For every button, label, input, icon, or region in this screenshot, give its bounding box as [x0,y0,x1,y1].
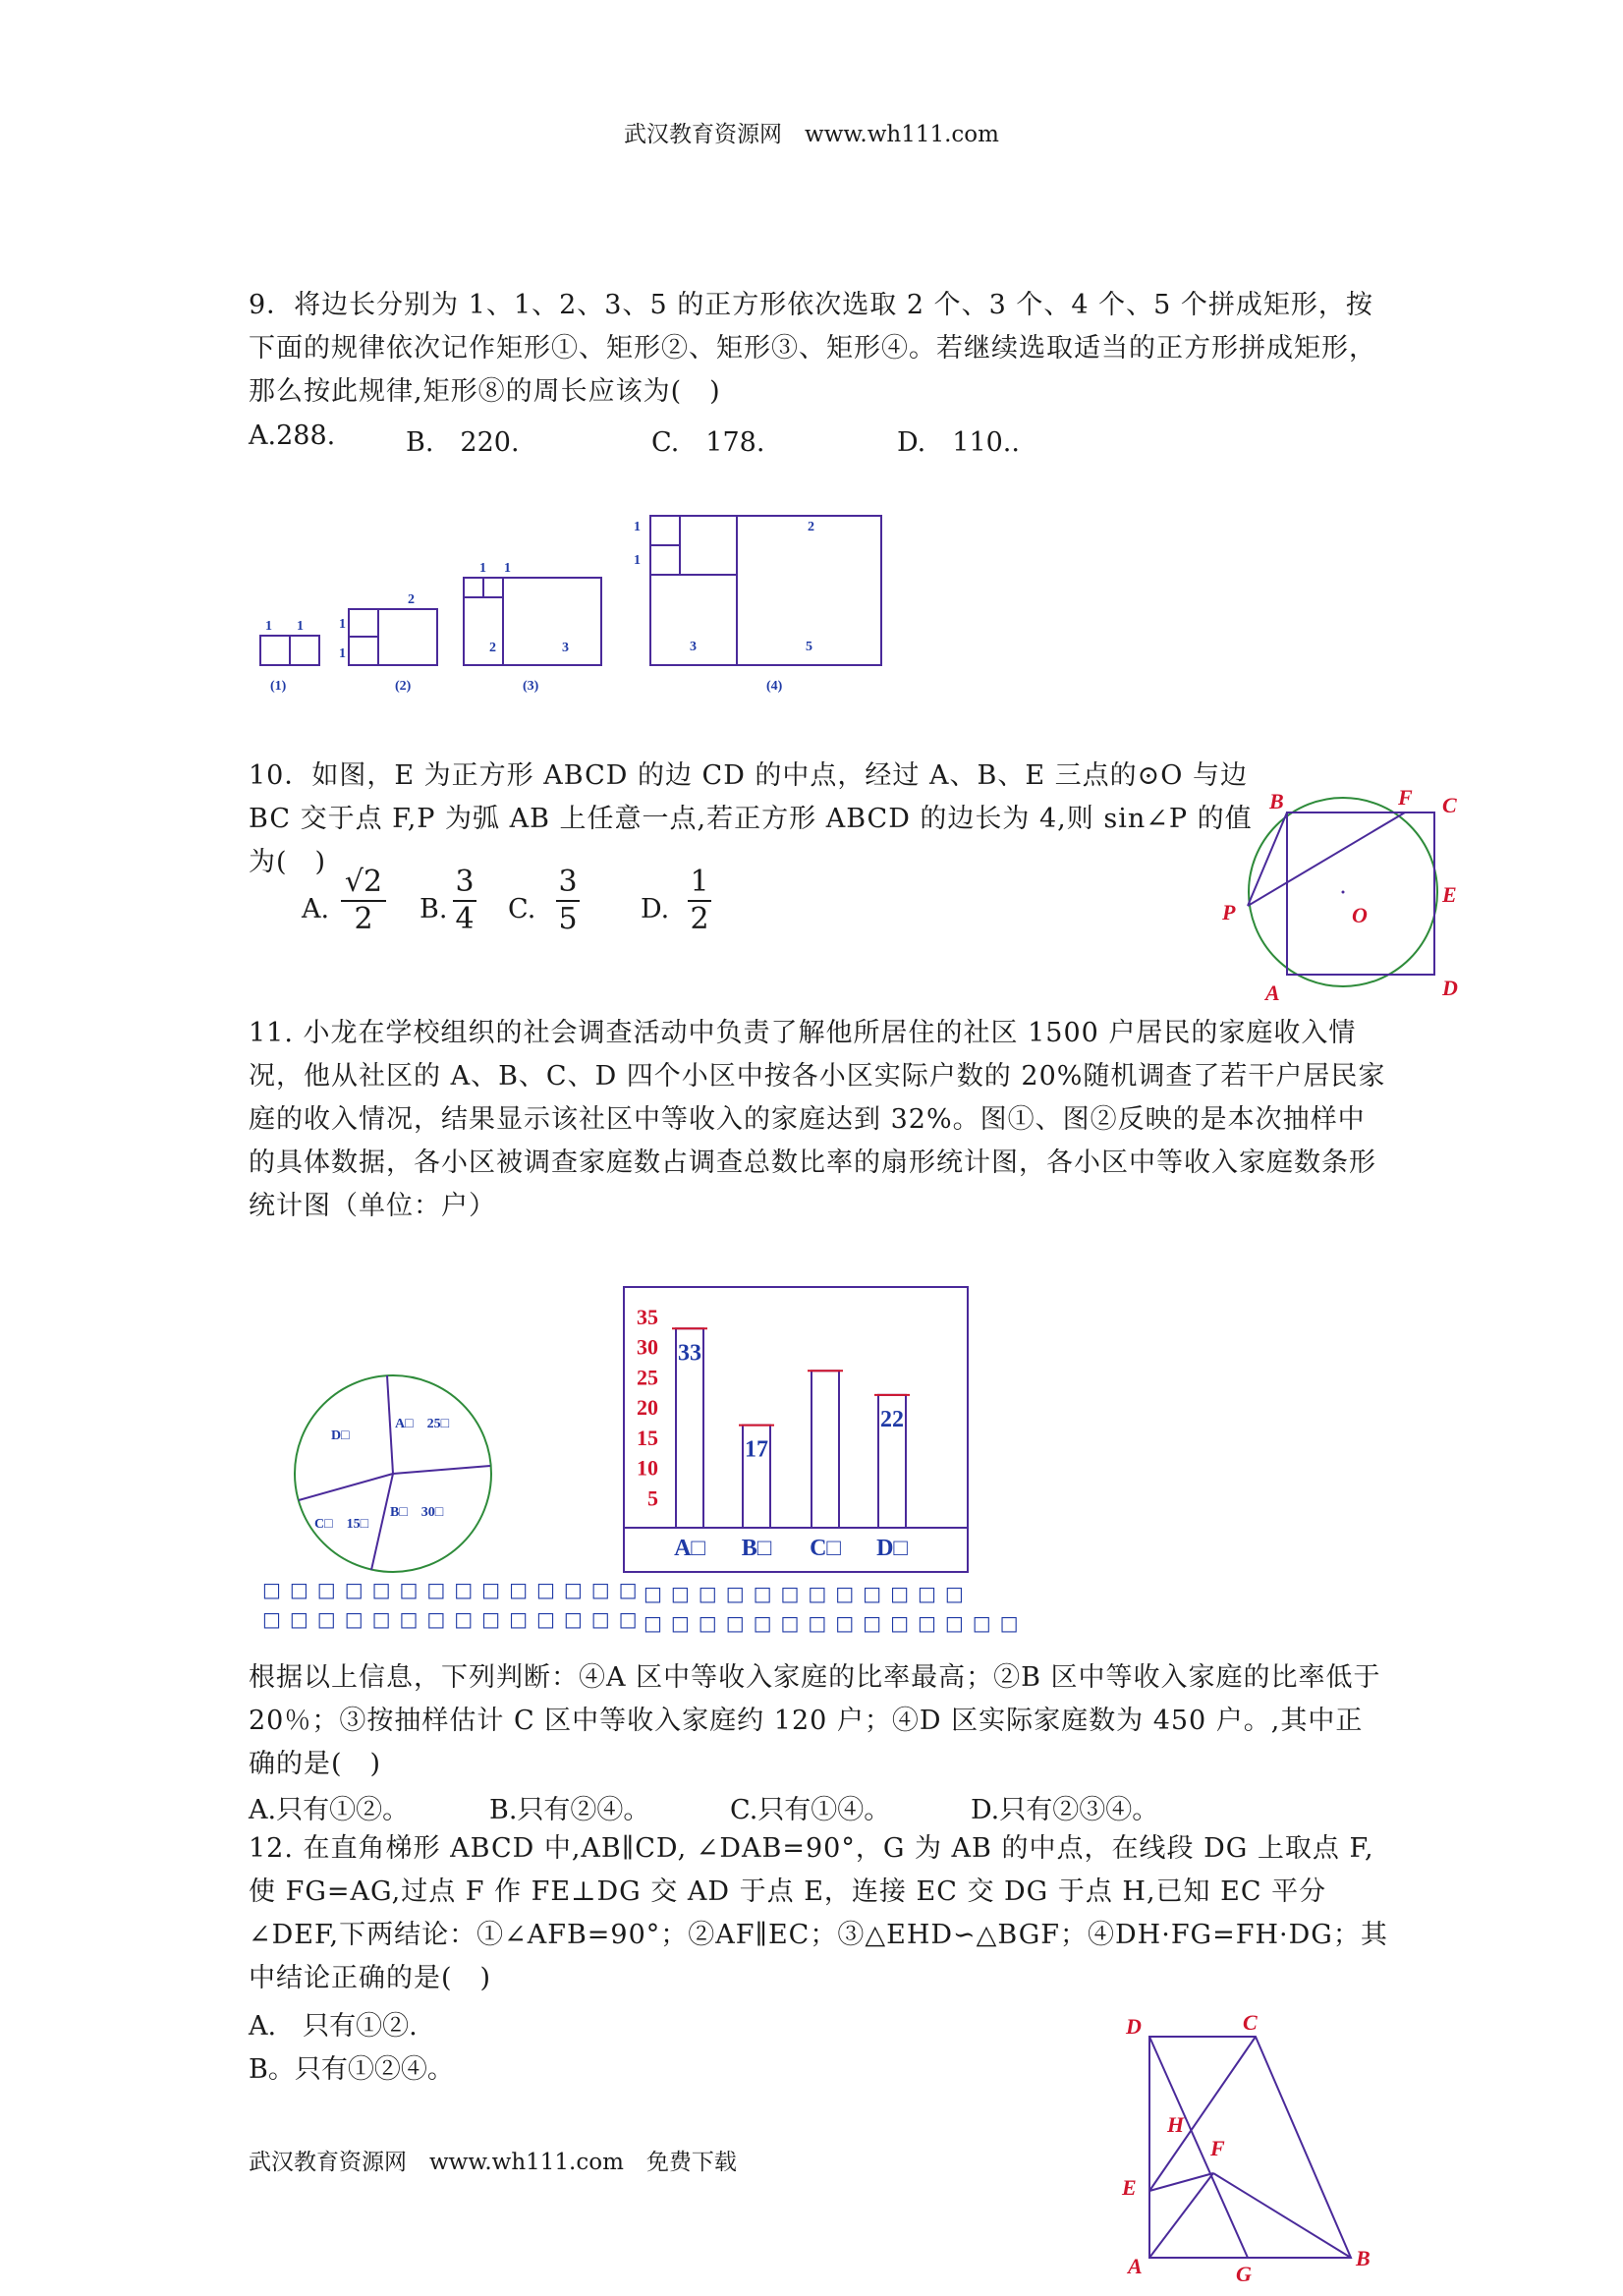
q9-rect-4a [650,516,680,545]
q9-label: 1 [297,619,304,634]
pie-divider [371,1474,393,1570]
fraction-denominator: 5 [558,902,578,936]
q9-label: 2 [489,641,496,655]
pie-caption-line-2: □□□□□□□□□□□□□□ [262,1607,646,1631]
y-tick-label: 35 [637,1305,658,1329]
q10-option-c-fraction [556,865,580,937]
point-label-p: P [1222,900,1236,924]
q11-bar-chart [619,1282,973,1577]
q9-rect-1 [260,636,290,665]
point-label-a: A [1128,2254,1143,2278]
q10-option-d-label: D. [641,894,670,924]
point-label-f: F [1210,2136,1225,2160]
point-label-o: O [1352,903,1368,927]
q9-rect-1b [290,636,319,665]
fraction-numerator: 3 [455,865,475,899]
q11-option-c: C.只有①④。 [730,1795,891,1825]
x-category-label: C□ [810,1536,841,1561]
q9-label: 1 [479,561,486,576]
q9-rect-2b [349,637,378,665]
q9-label: 3 [562,641,569,655]
point-label-g: G [1236,2262,1252,2284]
x-category-label: D□ [876,1536,908,1561]
pie-label-a: A□ 25□ [395,1417,450,1431]
page-footer: 武汉教育资源网 www.wh111.com 免费下载 [249,2150,737,2175]
q9-option-b: B. 220. [406,427,520,458]
q10-option-d-fraction [688,865,711,937]
fraction-denominator: 2 [354,902,373,936]
fraction-numerator: 3 [558,865,578,899]
q9-rect-2a [349,609,378,637]
q9-rect-3b [483,578,503,597]
bar-caption-line-1: □□□□□□□□□□□□ [644,1582,973,1605]
point-label-b: B [1269,789,1284,813]
bar-caption-line-2: □□□□□□□□□□□□□□ [644,1611,1028,1635]
q10-option-b-fraction [453,865,476,937]
y-tick-label: 15 [637,1425,658,1450]
q9-caption: (4) [766,679,783,694]
q9-option-d: D. 110.. [897,427,1020,458]
question-10-text: 10．如图，E 为正方形 ABCD 的边 CD 的中点，经过 A、B、E 三点的⊙O 与边 BC 交于点 F,P 为弧 AB 上任意一点,若正方形 ABCD 的边长为 4,则 sin∠P 的值为( ) [249,760,1253,877]
fraction-denominator: 2 [690,902,709,936]
fraction-numerator: √2 [344,865,383,899]
q9-label: 1 [339,617,346,632]
point-label-c: C [1243,2010,1258,2035]
y-tick-label: 10 [637,1455,658,1481]
q10-option-a-label: A. [302,894,330,924]
q12-option-b: B。只有①②④。 [249,2054,454,2085]
y-tick-label: 25 [637,1365,658,1390]
q9-label: 3 [690,640,697,654]
question-9-text: 9．将边长分别为 1、1、2、3、5 的正方形依次选取 2 个、3 个、4 个、5 个拼成矩形，按下面的规律依次记作矩形①、矩形②、矩形③、矩形④。若继续选取适当的正方形拼成矩形，那么按此规律,矩形⑧的周长应该为( ) [249,290,1376,407]
fraction-denominator: 4 [455,902,475,936]
point-label-h: H [1167,2112,1185,2137]
q9-label: 2 [808,520,814,534]
q12-option-a: A. 只有①②. [249,2011,418,2042]
pie-divider [393,1466,490,1474]
q9-rect-3c [464,597,503,665]
pie-divider [387,1375,393,1474]
x-category-label: B□ [741,1536,772,1561]
q9-label: 1 [634,520,641,534]
bar-data-label: 17 [745,1436,768,1463]
bar-data-label: 33 [678,1340,701,1367]
pie-label-d: D□ [331,1428,350,1443]
y-tick-label: 20 [637,1395,658,1421]
segment-pf [1248,812,1405,906]
q9-rect-4b [650,545,680,575]
q11-option-d: D.只有②③④。 [971,1795,1159,1825]
q9-rect-2c [378,609,437,665]
segment-ec [1149,2037,1256,2191]
x-category-label: A□ [674,1536,705,1561]
pie-divider [299,1474,393,1500]
q9-label: 1 [265,619,272,634]
q9-rect-4c [680,516,737,575]
bar [812,1371,839,1528]
point-label-e: E [1122,2175,1137,2200]
point-label-d: D [1442,976,1458,1000]
q10-option-b-label: B. [420,894,448,924]
q10-option-c-label: C. [508,894,536,924]
q9-option-a: A.288. [249,420,336,451]
y-tick-label: 5 [647,1485,658,1511]
square-abcd [1287,812,1434,975]
segment-af [1149,2173,1213,2258]
fraction-numerator: 1 [690,865,709,899]
point-label-f: F [1398,785,1413,810]
point-label-e: E [1442,882,1457,907]
q11-judgement-text: 根据以上信息，下列判断：④A 区中等收入家庭的比率最高；②B 区中等收入家庭的比率低于 20％；③按抽样估计 C 区中等收入家庭约 120 户；④D 区实际家庭数为 450 户。,其中正确的是( ) [249,1662,1381,1779]
center-point [1342,891,1345,894]
q9-label: 5 [806,640,812,654]
q9-rect-3d [503,578,601,665]
question-11-text: 11. 小龙在学校组织的社会调查活动中负责了解他所居住的社区 1500 户居民的家庭收入情况，他从社区的 A、B、C、D 四个小区中按各小区实际户数的 20%随机调查了若干户居民家庭的收入情况，结果显示该社区中等收入的家庭达到 32%。图①、图②反映的是本次抽样中的具体数据，各小区被调查家庭数占调查总数比率的扇形统计图，各小区中等收入家庭数条形统计图（单位：户） [249,1018,1386,1221]
point-label-b: B [1356,2246,1371,2270]
pie-label-c: C□ 15□ [314,1517,369,1532]
pie-label-b: B□ 30□ [390,1505,444,1520]
q10-circle-square-figure [1208,781,1483,1007]
y-tick-label: 30 [637,1334,658,1360]
point-label-a: A [1265,980,1280,1005]
question-12-text: 12. 在直角梯形 ABCD 中,AB∥CD, ∠DAB=90°，G 为 AB 的中点，在线段 DG 上取点 F,使 FG=AG,过点 F 作 FE⊥DG 交 AD 于点 E，连接 EC 交 DG 于点 H,已知 EC 平分∠DEF,下两结论：①∠AFB=90°；②AF∥EC；③△EHD∽△BGF；④DH·FG=FH·DG；其中结论正确的是( ) [249,1833,1388,1993]
q9-caption: (3) [523,679,539,694]
q11-pie-chart [287,1371,503,1587]
q9-label: 1 [634,553,641,568]
q9-label: 2 [408,592,415,607]
q9-option-c: C. 178. [651,427,765,458]
page-header: 武汉教育资源网 www.wh111.com [624,122,999,147]
q10-option-a-fraction [341,865,386,937]
q12-trapezoid-figure [1110,2004,1395,2284]
q9-caption: (1) [270,679,287,694]
q11-option-b: B.只有②④。 [489,1795,650,1825]
segment-bf [1213,2173,1351,2258]
q9-rectangles-figure [246,501,904,702]
bar-data-label: 22 [880,1406,904,1432]
q11-option-a: A.只有①②。 [249,1795,410,1825]
q9-label: 1 [504,561,511,576]
q9-label: 1 [339,646,346,661]
q9-rect-3a [464,578,483,597]
point-label-d: D [1126,2014,1142,2039]
point-label-c: C [1442,793,1457,817]
pie-caption-line-1: □□□□□□□□□□□□□□ [262,1578,646,1601]
q9-caption: (2) [395,679,412,694]
